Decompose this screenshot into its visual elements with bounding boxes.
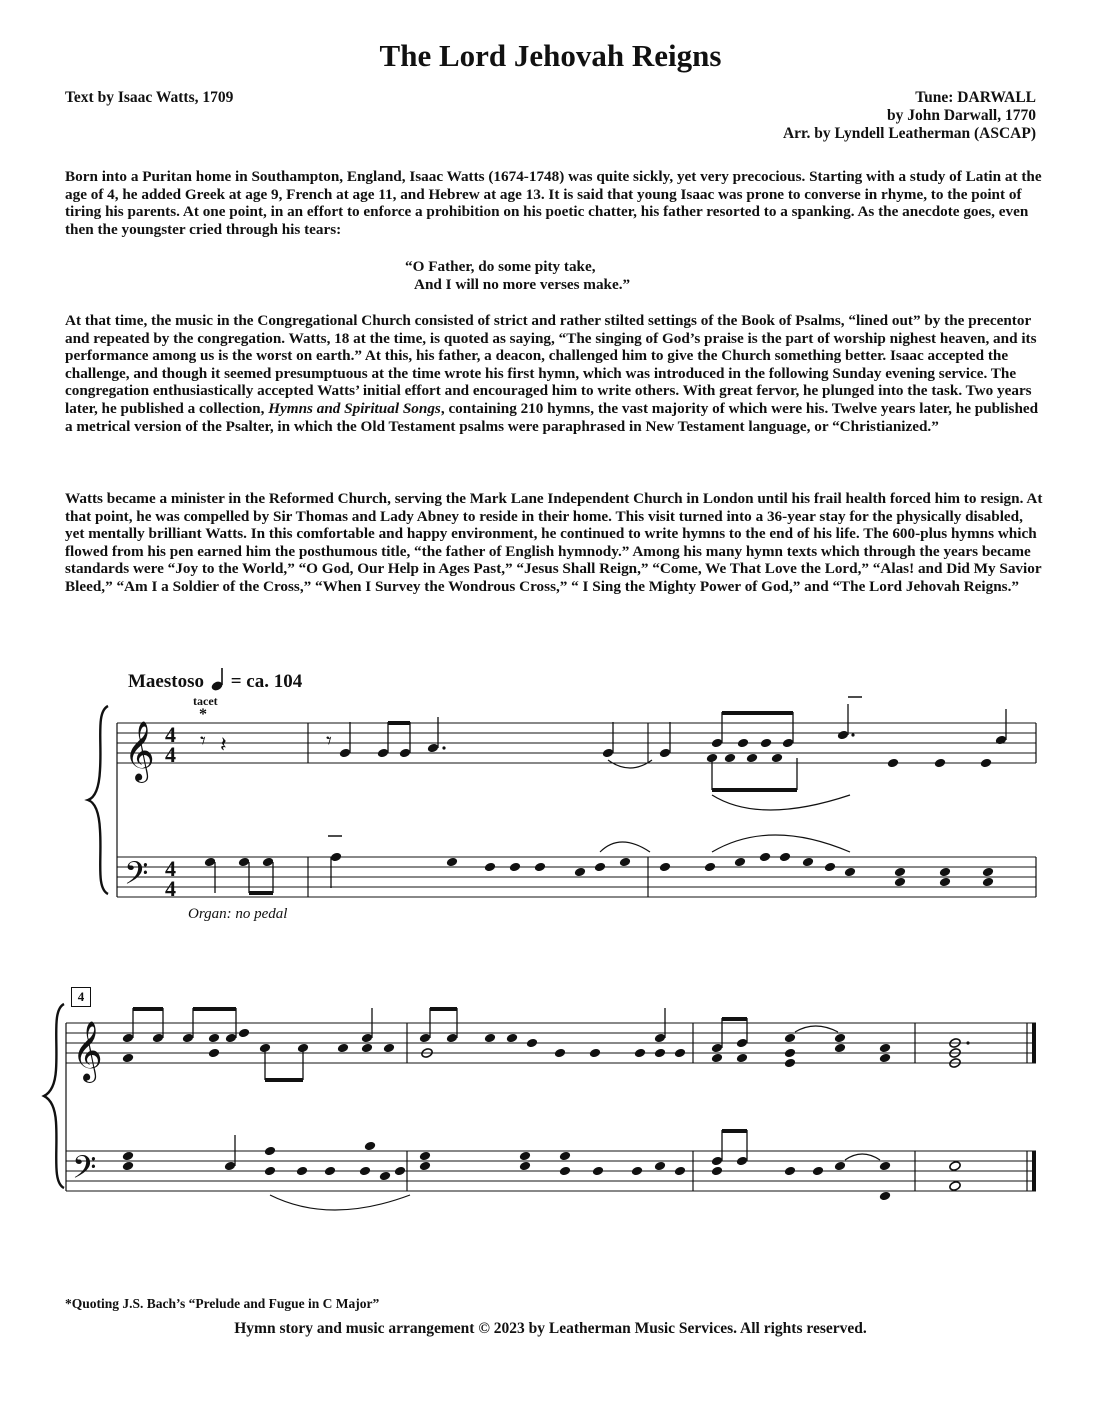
bass-time-bottom: 4 xyxy=(165,876,176,901)
measure-number: 4 xyxy=(71,987,91,1007)
footnote: *Quoting J.S. Bach’s “Prelude and Fugue in C Major” xyxy=(65,1296,380,1311)
page-title: The Lord Jehovah Reigns xyxy=(379,38,722,73)
bass-clef-icon-2: 𝄢 xyxy=(72,1149,97,1193)
eighth-rest-icon: 𝄾 xyxy=(200,729,206,754)
treble-staff-2 xyxy=(66,1023,1036,1063)
svg-text:𝄾: 𝄾 xyxy=(326,729,332,754)
grand-staff-brace xyxy=(88,706,108,894)
tacet-text: tacet xyxy=(193,694,218,708)
system-2 xyxy=(44,1004,1036,1210)
arranger: Arr. by Lyndell Leatherman (ASCAP) xyxy=(782,125,1036,142)
quarter-rest-icon: 𝄽 xyxy=(220,733,227,758)
treble-clef-icon: 𝄞 xyxy=(124,721,155,781)
story-paragraph-3: Watts became a minister in the Reformed Church, serving the Mark Lane Independent Church in London until his frail health forced him to resign. At that point, he was compelled by Sir Thomas and Lady Abney to reside in their home. This visit turned into a 36-year stay for the physically disabled, yet mentally brilliant Watts. In this comfortable and happy environment, he continued to write hymns to the end of his life. The 600-plus hymns which flowed from his pen earned him the posthumous title, “the father of English hymnody.” Among his many hymn texts which through the years became standards were “Joy to the World,” “O God, Our Help in Ages Past,” “Jesus Shall Reign,” “Come, We That Love the Lord,” “Alas! and Did My Savior Bleed,” “Am I a Soldier of the Cross,” “When I Survey the Wondrous Cross,” “ I Sing the Mighty Power of God,” and “The Lord Jehovah Reigns.” xyxy=(65,490,1043,595)
copyright: Hymn story and music arrangement © 2023 by Leatherman Music Services. All rights reserved. xyxy=(234,1320,867,1337)
organ-note: Organ: no pedal xyxy=(188,906,288,922)
treble-staff xyxy=(117,723,1036,763)
quote-line-2: And I will no more verses make.” xyxy=(414,276,631,293)
bass-staff-2 xyxy=(66,1151,1036,1191)
quote-line-1: “O Father, do some pity take, xyxy=(405,258,596,275)
tempo-word: Maestoso xyxy=(128,671,204,692)
bass-time-top: 4 xyxy=(165,856,176,881)
bass-clef-icon: 𝄢 xyxy=(124,855,149,899)
book-title: Hymns and Spiritual Songs xyxy=(268,399,441,417)
bass-line-system-1 xyxy=(204,835,995,893)
treble-clef-icon-2: 𝄞 xyxy=(72,1021,103,1081)
text-credit: Text by Isaac Watts, 1709 xyxy=(65,89,234,106)
system-1 xyxy=(88,697,1036,901)
story-p2-start: At that time, the music in the Congregational Church consisted of strict and rather stilted settings of the Book of Psalms, “lined out” by the precentor and repeated by the congregation. Watts, 18 at the time, is quoted as saying, “The singing of God’s praise is the part of worship nighest heaven, and its performance among us is the worst on earth.” At this, his father, a deacon, challenged him to give the Church something better. Isaac accepted the challenge, and though it seemed presumptuous at the time wrote his first hymn, which was introduced in the following Sunday evening service. The congregation enthusiastically accepted Watts’ initial effort and encouraged him to write others. With great fervor, he plunged into the task. Two years later, he published a collection, xyxy=(65,312,1037,417)
tune-name: Tune: DARWALL xyxy=(915,89,1036,106)
tempo-value: = ca. 104 xyxy=(230,671,303,692)
story-p2-end: , containing 210 hymns, the vast majority of which were his. Twelve years later, he published a metrical version of the Psalter, in which the Old Testament psalms were paraphrased in New Testament language, or “Christianized.” xyxy=(65,399,1039,435)
grand-staff-brace-2 xyxy=(44,1004,64,1188)
bass-notes-system-2 xyxy=(122,1130,962,1210)
tacet-asterisk: * xyxy=(199,706,207,723)
treble-notes-system-2 xyxy=(122,1008,970,1080)
treble-time-bottom: 4 xyxy=(165,742,176,767)
treble-time-top: 4 xyxy=(165,722,176,747)
time-signatures xyxy=(165,722,176,901)
tune-composer: by John Darwall, 1770 xyxy=(887,107,1036,124)
story-paragraph-1: Born into a Puritan home in Southampton, England, Isaac Watts (1674-1748) was quite sickly, yet very precocious. Starting with a study of Latin at the age of 4, he added Greek at age 9, French at age 11, and Hebrew at age 13. It is said that young Isaac was prone to converse in rhyme, to the point of tiring his parents. At one point, in an effort to enforce a prohibition on his poetic chatter, his father resorted to a spanking. As the anecdote goes, even then the youngster cried through his tears: xyxy=(65,168,1042,238)
